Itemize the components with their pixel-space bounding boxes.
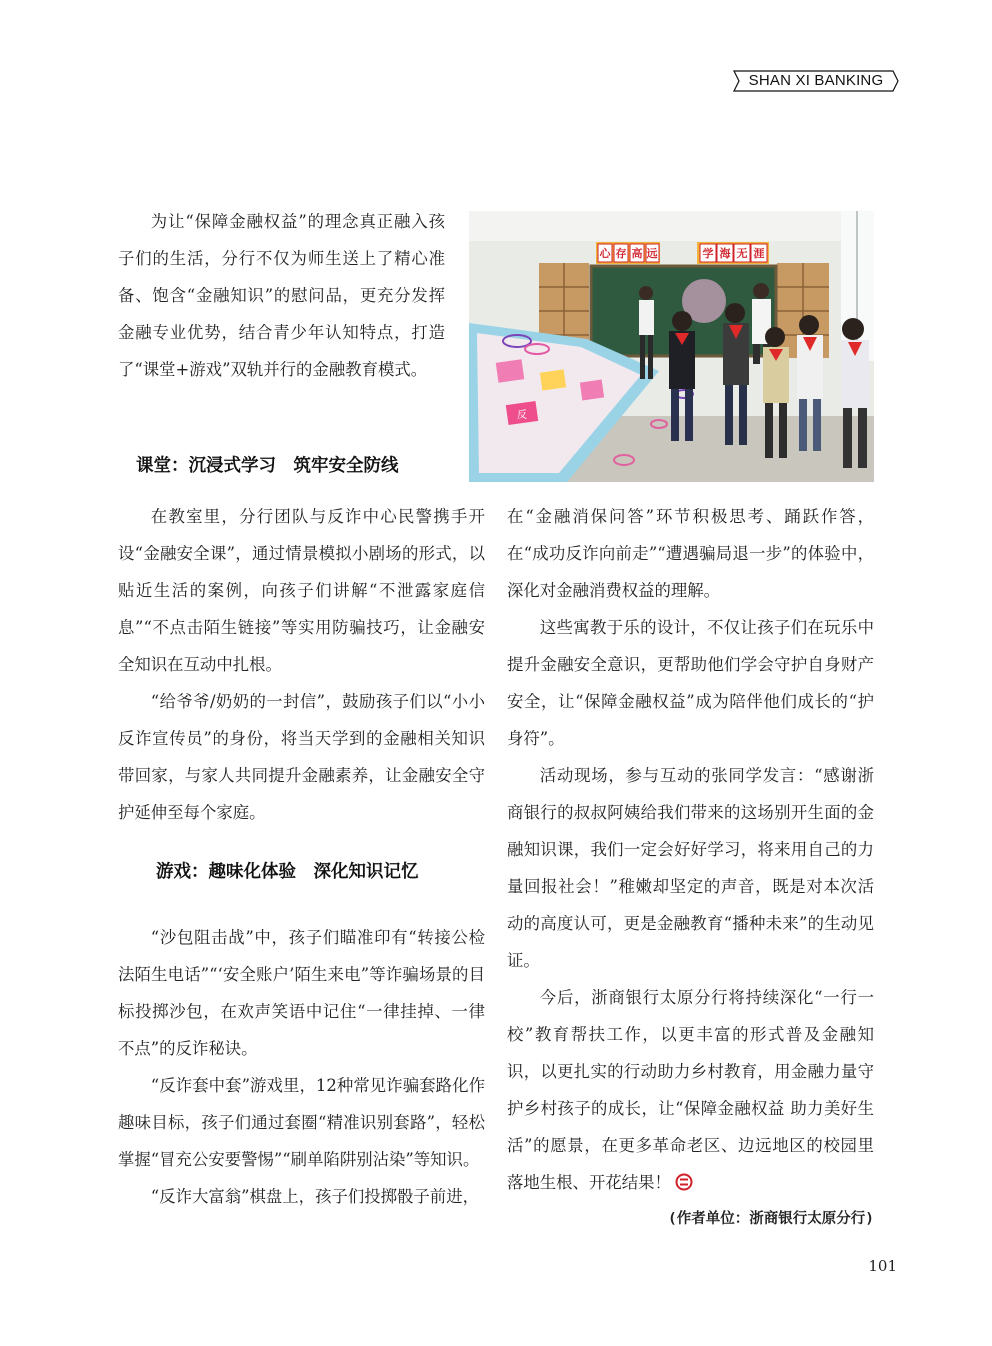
journal-section-label: SHAN XI BANKING (748, 72, 884, 89)
intro-column (118, 203, 445, 388)
banner-char: 远 (646, 247, 658, 260)
journal-section-tag (733, 70, 899, 92)
section-heading-games: 游戏：趣味化体验 深化知识记忆 (156, 862, 419, 882)
banner-char: 海 (719, 247, 731, 260)
banner-char: 无 (736, 247, 748, 260)
paragraph: “给爷爷/奶奶的一封信”，鼓励孩子们以“小小反诈宣传员”的身份，将当天学到的金融相关知识带回家，与家人共同提升金融素养，让金融安全守护延伸至每个家庭。 (118, 692, 485, 822)
paragraph: “反诈大富翁”棋盘上，孩子们投掷骰子前进， (150, 1187, 479, 1206)
page-number: 101 (868, 1257, 897, 1275)
right-column (507, 498, 874, 1201)
paragraph: 活动现场，参与互动的张同学发言：“感谢浙商银行的叔叔阿姨给我们带来的这场别开生面的金融知识课，我们一定会好好学习，将来用自己的力量回报社会！”稚嫩却坚定的声音，既是对本次活动的高度认可，更是金融教育“播种未来”的生动见证。 (507, 766, 874, 970)
end-mark-icon (675, 1173, 693, 1191)
mat-label: 反 (517, 410, 527, 421)
section-heading-classroom: 课堂：沉浸式学习 筑牢安全防线 (136, 456, 399, 476)
closing-paragraph-text: 今后，浙商银行太原分行将持续深化“一行一校”教育帮扶工作，以更丰富的形式普及金融知识，以更扎实的行动助力乡村教育，用金融力量守护乡村孩子的成长，让“保障金融权益 助力美好生活”的愿景，在更多革命老区、边远地区的校园里落地生根、开花结果！ (507, 988, 874, 1192)
paragraph: 在教室里，分行团队与反诈中心民警携手开设“金融安全课”，通过情景模拟小剧场的形式，以贴近生活的案例，向孩子们讲解“不泄露家庭信息”“不点击陌生链接”等实用防骗技巧，让金融安全知识在互动中扎根。 (118, 507, 485, 674)
paragraph: “反诈套中套”游戏里，12种常见诈骗套路化作趣味目标，孩子们通过套圈“精准识别套路”，轻松掌握“冒充公安要警惕”“刷单陷阱别沾染”等知识。 (118, 1076, 485, 1169)
paragraph: “沙包阻击战”中，孩子们瞄准印有“转接公检法陌生电话”“‘安全账户’陌生来电”等诈骗场景的目标投掷沙包，在欢声笑语中记住“一律挂掉、一律不点”的反诈秘诀。 (118, 928, 485, 1058)
paragraph (507, 979, 874, 1201)
banner-char: 学 (702, 247, 714, 260)
event-photo (469, 211, 874, 482)
banner-char: 高 (631, 247, 643, 260)
banner-char: 涯 (753, 247, 765, 260)
paragraph-continuation: 在“金融消保问答”环节积极思考、踊跃作答，在“成功反诈向前走”“遭遇骗局退一步”的体验中，深化对金融消费权益的理解。 (507, 507, 874, 600)
banner-char: 存 (615, 247, 627, 260)
intro-paragraph: 为让“保障金融权益”的理念真正融入孩子们的生活，分行不仅为师生送上了精心准备、饱含“金融知识”的慰问品，更充分发挥金融专业优势，结合青少年认知特点，打造了“课堂+游戏”双轨并行的金融教育模式。 (118, 212, 445, 379)
author-affiliation: (作者单位：浙商银行太原分行) (668, 1211, 874, 1227)
left-column (118, 498, 485, 1215)
banner-char: 心 (599, 247, 611, 260)
paragraph: 这些寓教于乐的设计，不仅让孩子们在玩乐中提升金融安全意识，更帮助他们学会守护自身财产安全，让“保障金融权益”成为陪伴他们成长的“护身符”。 (507, 618, 874, 748)
